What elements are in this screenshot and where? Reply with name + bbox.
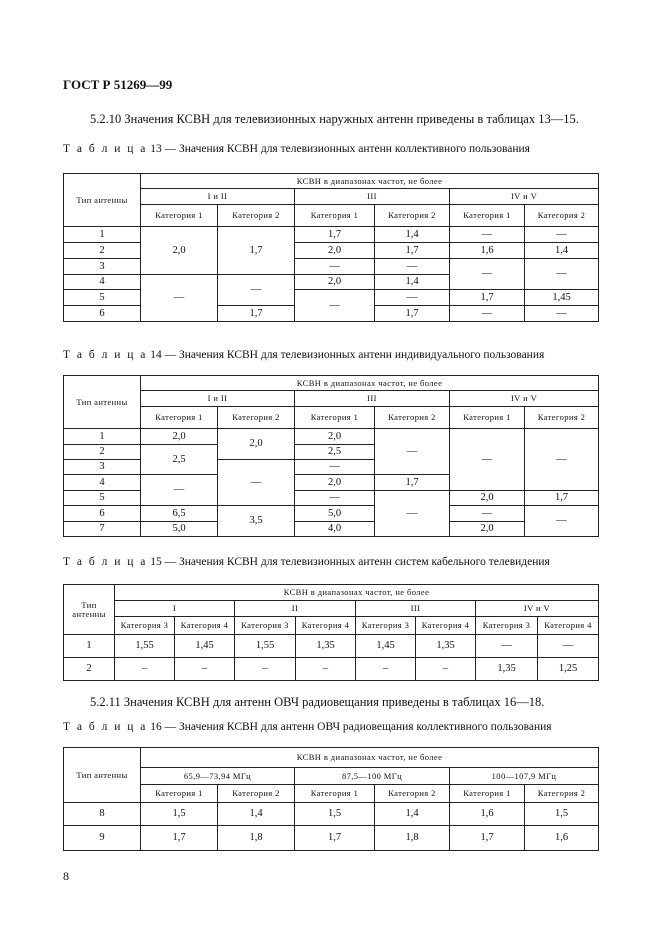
row-label: 7 [64,522,141,537]
table-cell: 5,0 [295,506,375,522]
table-cell: — [525,506,599,537]
table13-caption [63,143,530,155]
table-cell: – [416,658,476,681]
table-cell: 1,7 [141,826,218,851]
table-cell: – [175,658,235,681]
table15-caption [63,556,550,568]
category-header: Категория 2 [525,407,599,429]
table-cell: 2,0 [218,429,295,460]
category-header: Категория 1 [450,407,525,429]
table-cell: – [235,658,296,681]
category-header: Категория 1 [450,785,525,803]
table-cell: 1,4 [375,227,450,243]
table-cell: 1,4 [375,803,450,826]
table-cell: 4,0 [295,522,375,537]
table-cell: — [295,460,375,475]
table-cell: 1,7 [450,290,525,306]
row-label: 2 [64,658,115,681]
table-cell: 1,7 [218,227,295,275]
paragraph-5-2-10: 5.2.10 Значения КСВН для телевизионных наружных антенн приведены в таблицах 13—15. [90,112,579,126]
row-label: 2 [64,445,141,460]
table-cell: — [295,259,375,275]
table-cell: 2,0 [295,243,375,259]
table-cell: 1,55 [235,635,296,658]
table-cell: — [218,460,295,506]
table-cell: 1,6 [450,803,525,826]
table16-caption-text: 16 — Значения КСВН для антенн ОВЧ радиовещания коллективного пользования [150,721,552,733]
category-header: Категория 1 [295,785,375,803]
table-cell: 2,0 [450,522,525,537]
table-cell: — [375,259,450,275]
band-header: III [295,391,450,407]
table-cell: 1,25 [538,658,599,681]
band-header: IV и V [476,601,599,617]
category-header: Категория 4 [175,617,235,635]
table-cell: 2,0 [141,429,218,445]
kswn-header: КСВН в диапазонах частот, не более [141,376,599,391]
table-cell: – [356,658,416,681]
document-id: ГОСТ Р 51269—99 [63,77,173,92]
table-cell: — [450,306,525,322]
row-label: 1 [64,227,141,243]
row-label: 6 [64,306,141,322]
table15-caption-text: 15 — Значения КСВН для телевизионных антенн систем кабельного телевидения [150,556,550,568]
table-15 [63,584,599,681]
table-cell: 2,5 [295,445,375,460]
table-cell: — [525,306,599,322]
table-cell: 1,6 [450,243,525,259]
table-word: Т а б л и ц а [63,721,148,733]
table-cell: 1,4 [525,243,599,259]
category-header: Категория 1 [295,407,375,429]
category-header: Категория 4 [416,617,476,635]
band-header: I [115,601,235,617]
table-cell: 2,0 [141,227,218,275]
category-header: Категория 1 [141,205,218,227]
table-cell: — [525,259,599,290]
table-cell: — [450,227,525,243]
table-cell: — [375,290,450,306]
table-13 [63,173,599,322]
table-cell: 6,5 [141,506,218,522]
table-cell: 2,0 [295,275,375,290]
row-label: 4 [64,475,141,491]
antenna-type-header [64,585,115,635]
kswn-header: КСВН в диапазонах частот, не более [141,174,599,189]
category-header: Категория 3 [115,617,175,635]
table-cell: 1,7 [375,475,450,491]
table14-caption-text: 14 — Значения КСВН для телевизионных антенн индивидуального пользования [150,349,545,361]
category-header: Категория 2 [525,205,599,227]
table-cell: 3,5 [218,506,295,537]
table-cell: 2,0 [295,475,375,491]
table-cell: 5,0 [141,522,218,537]
row-label: 9 [64,826,141,851]
row-label: 5 [64,491,141,506]
table-cell: — [450,506,525,522]
category-header: Категория 2 [375,785,450,803]
table14-caption [63,349,544,361]
antenna-type-header: Тип антенны [64,748,141,803]
band-header: 87,5—100 МГц [295,768,450,785]
category-header: Категория 1 [295,205,375,227]
band-header: III [295,189,450,205]
table-cell: 2,0 [450,491,525,506]
table-cell: 1,45 [175,635,235,658]
table-cell: 2,5 [141,445,218,475]
table-cell: — [141,275,218,322]
category-header: Категория 2 [218,205,295,227]
page-number: 8 [63,869,69,883]
category-header: Категория 2 [375,205,450,227]
table-cell: — [375,491,450,537]
kswn-header: КСВН в диапазонах частот, не более [115,585,599,601]
table-cell: – [296,658,356,681]
row-label: 1 [64,429,141,445]
table-cell: 1,4 [218,803,295,826]
table-cell: — [525,429,599,491]
table-word: Т а б л и ц а [63,556,148,568]
table-cell: – [115,658,175,681]
table-cell: 1,55 [115,635,175,658]
table13-caption-text: 13 — Значения КСВН для телевизионных антенн коллективного пользования [150,143,530,155]
row-label: 2 [64,243,141,259]
table-cell: — [450,259,525,290]
table-cell: 2,0 [295,429,375,445]
table-cell: 1,7 [375,306,450,322]
table-14 [63,375,599,537]
table-cell: — [295,491,375,506]
table-cell: 1,5 [525,803,599,826]
table-cell: — [218,275,295,306]
category-header: Категория 4 [296,617,356,635]
band-header: I и II [141,189,295,205]
row-label: 1 [64,635,115,658]
category-header: Категория 1 [141,407,218,429]
table-cell: — [450,429,525,491]
table-cell: — [375,429,450,475]
table-cell: 1,4 [375,275,450,290]
band-header: 100—107,9 МГц [450,768,599,785]
table-cell: 1,45 [525,290,599,306]
category-header: Категория 3 [235,617,296,635]
table-cell: 1,7 [295,227,375,243]
row-label: 3 [64,259,141,275]
category-header: Категория 4 [538,617,599,635]
antenna-type-header: Тип антенны [64,174,141,227]
table-cell: — [141,475,218,506]
table-16 [63,747,599,851]
band-header: I и II [141,391,295,407]
type-line2: антенны [72,608,106,619]
row-label: 5 [64,290,141,306]
table-word: Т а б л и ц а [63,143,148,155]
table-cell: 1,7 [218,306,295,322]
table-cell: 1,8 [375,826,450,851]
band-header: 65,9—73,94 МГц [141,768,295,785]
table-cell: 1,8 [218,826,295,851]
category-header: Категория 2 [218,407,295,429]
row-label: 8 [64,803,141,826]
table-cell: — [295,290,375,322]
band-header: IV и V [450,391,599,407]
band-header: IV и V [450,189,599,205]
category-header: Категория 2 [525,785,599,803]
table-cell: 1,7 [525,491,599,506]
table-cell: 1,5 [295,803,375,826]
table-cell: 1,7 [295,826,375,851]
table16-caption [63,721,552,733]
table-cell: 1,35 [416,635,476,658]
table-cell: 1,7 [450,826,525,851]
table-cell: 1,5 [141,803,218,826]
category-header: Категория 3 [356,617,416,635]
row-label: 4 [64,275,141,290]
kswn-header: КСВН в диапазонах частот, не более [141,748,599,768]
band-header: II [235,601,356,617]
category-header: Категория 1 [450,205,525,227]
band-header: III [356,601,476,617]
row-label: 6 [64,506,141,522]
table-word: Т а б л и ц а [63,349,148,361]
category-header: Категория 2 [375,407,450,429]
type-line1: Тип [81,599,97,610]
table-cell: — [525,227,599,243]
category-header: Категория 2 [218,785,295,803]
table-cell: 1,6 [525,826,599,851]
antenna-type-header: Тип антенны [64,376,141,429]
table-cell: 1,35 [476,658,538,681]
row-label: 3 [64,460,141,475]
table-cell: 1,7 [375,243,450,259]
table-cell: 1,35 [296,635,356,658]
category-header: Категория 3 [476,617,538,635]
paragraph-5-2-11: 5.2.11 Значения КСВН для антенн ОВЧ радиовещания приведены в таблицах 16—18. [90,695,545,709]
category-header: Категория 1 [141,785,218,803]
table-cell: — [476,635,538,658]
table-cell: — [538,635,599,658]
table-cell: 1,45 [356,635,416,658]
